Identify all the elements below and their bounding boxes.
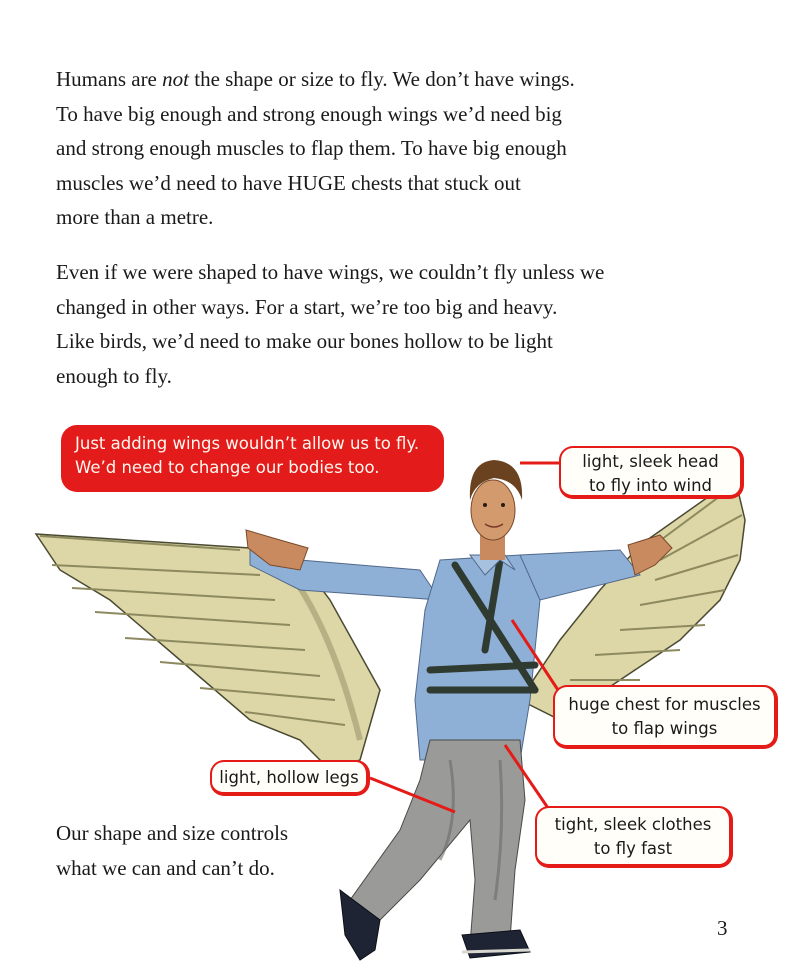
label-legs — [210, 760, 370, 796]
label-clothes — [535, 806, 733, 868]
callout-line: We’d need to change our bodies too. — [75, 458, 380, 477]
label-line: to flap wings — [611, 719, 718, 738]
label-line: to fly into wind — [588, 476, 713, 495]
text-line: muscles we’d need to have HUGE chests that stuck out — [56, 170, 521, 195]
label-line: light, sleek head — [582, 452, 719, 471]
right-wing — [520, 478, 745, 720]
text-line: Like birds, we’d need to make our bones hollow to be light — [56, 329, 553, 353]
right-shoe — [462, 930, 530, 958]
text-line: and strong enough muscles to flap them. To have big enough — [56, 136, 567, 160]
text-line: Even if we were shaped to have wings, we couldn’t fly unless we — [56, 260, 605, 284]
text-line: what we can and can’t do. — [56, 855, 275, 880]
label-line: to fly fast — [593, 839, 673, 858]
paragraph-humans-not-shaped-to-fly — [56, 62, 756, 235]
text-line: more than a metre. — [56, 205, 214, 229]
page-number: 3 — [717, 916, 728, 940]
torso-shirt — [415, 555, 540, 760]
trousers — [350, 740, 525, 945]
label-line: tight, sleek clothes — [554, 815, 712, 834]
paragraph-shape-and-size — [56, 816, 376, 885]
text-line: enough to fly. — [56, 363, 172, 388]
main-callout — [61, 425, 444, 492]
text-line: To have big enough and strong enough wings we’d need big — [56, 101, 562, 126]
text-line: Our shape and size controls — [56, 821, 289, 845]
label-chest — [553, 685, 778, 749]
callout-line: Just adding wings wouldn’t allow us to fly. — [75, 434, 420, 453]
label-line: light, hollow legs — [219, 768, 359, 787]
text-line: changed in other ways. For a start, we’re too big and heavy. — [56, 294, 558, 319]
label-line: huge chest for muscles — [568, 695, 761, 714]
face — [471, 480, 515, 540]
paragraph-changes-needed — [56, 255, 756, 393]
text-line: Humans are not the shape or size to fly. We don’t have wings. — [56, 67, 575, 91]
label-head — [559, 446, 744, 499]
